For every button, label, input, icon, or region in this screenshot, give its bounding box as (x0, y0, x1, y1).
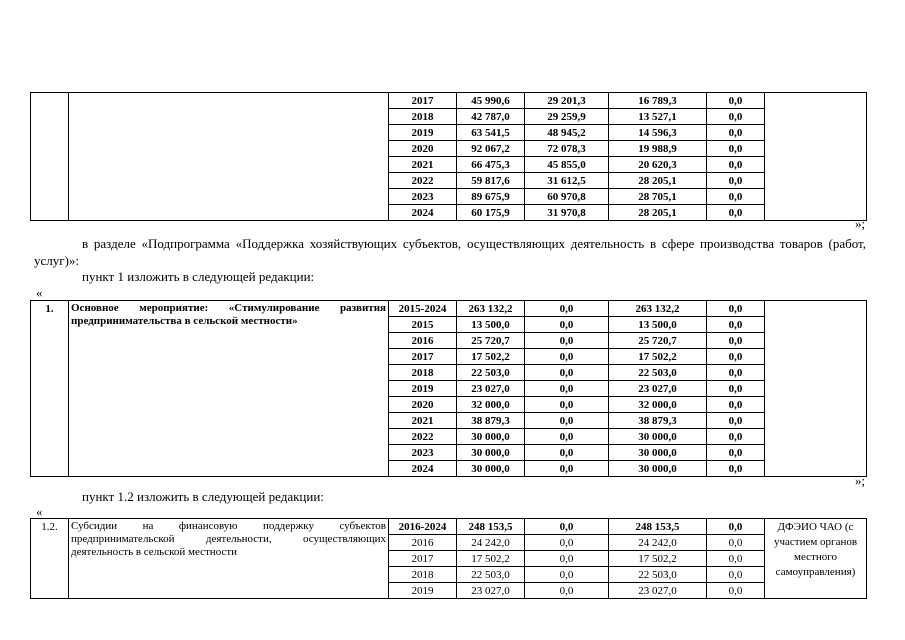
total-cell: 63 541,5 (457, 125, 525, 141)
total-cell: 25 720,7 (457, 333, 525, 349)
funding-source-3-cell: 0,0 (707, 429, 765, 445)
funding-source-2-cell: 248 153,5 (609, 519, 707, 535)
year-cell: 2019 (389, 125, 457, 141)
funding-source-3-cell: 0,0 (707, 109, 765, 125)
funding-source-1-cell: 0,0 (525, 333, 609, 349)
funding-source-1-cell: 0,0 (525, 397, 609, 413)
funding-source-3-cell: 0,0 (707, 519, 765, 535)
funding-source-2-cell: 17 502,2 (609, 551, 707, 567)
funding-source-3-cell: 0,0 (707, 551, 765, 567)
total-cell: 30 000,0 (457, 445, 525, 461)
item-number (31, 93, 69, 221)
funding-source-1-cell: 45 855,0 (525, 157, 609, 173)
funding-source-3-cell: 0,0 (707, 349, 765, 365)
funding-source-1-cell: 0,0 (525, 551, 609, 567)
funding-source-3-cell: 0,0 (707, 141, 765, 157)
table-row (31, 519, 867, 535)
funding-source-1-cell: 29 201,3 (525, 93, 609, 109)
year-cell: 2015 (389, 317, 457, 333)
funding-source-3-cell: 0,0 (707, 317, 765, 333)
funding-source-2-cell: 32 000,0 (609, 397, 707, 413)
funding-source-1-cell: 0,0 (525, 567, 609, 583)
funding-source-2-cell: 28 205,1 (609, 173, 707, 189)
table-row (31, 301, 867, 317)
funding-source-2-cell: 30 000,0 (609, 429, 707, 445)
funding-source-3-cell: 0,0 (707, 365, 765, 381)
year-cell: 2017 (389, 349, 457, 365)
funding-source-2-cell: 263 132,2 (609, 301, 707, 317)
closing-quote-mark: »; (855, 216, 866, 231)
year-cell: 2021 (389, 157, 457, 173)
year-cell: 2018 (389, 567, 457, 583)
total-cell: 22 503,0 (457, 365, 525, 381)
total-cell: 17 502,2 (457, 349, 525, 365)
total-cell: 59 817,6 (457, 173, 525, 189)
funding-source-3-cell: 0,0 (707, 461, 765, 477)
point-1-table (30, 300, 867, 477)
funding-source-2-cell: 13 527,1 (609, 109, 707, 125)
funding-source-2-cell: 38 879,3 (609, 413, 707, 429)
funding-source-2-cell: 24 242,0 (609, 535, 707, 551)
funding-source-3-cell: 0,0 (707, 125, 765, 141)
total-cell: 17 502,2 (457, 551, 525, 567)
total-cell: 263 132,2 (457, 301, 525, 317)
funding-source-2-cell: 28 205,1 (609, 205, 707, 221)
total-cell: 42 787,0 (457, 109, 525, 125)
funding-source-3-cell: 0,0 (707, 567, 765, 583)
funding-source-1-cell: 29 259,9 (525, 109, 609, 125)
funding-source-1-cell: 0,0 (525, 413, 609, 429)
funding-source-3-cell: 0,0 (707, 157, 765, 173)
total-cell: 30 000,0 (457, 429, 525, 445)
total-cell: 13 500,0 (457, 317, 525, 333)
funding-source-1-cell: 0,0 (525, 445, 609, 461)
year-cell: 2016-2024 (389, 519, 457, 535)
responsible-executor (765, 301, 867, 477)
year-cell: 2022 (389, 429, 457, 445)
year-cell: 2021 (389, 413, 457, 429)
funding-source-1-cell: 0,0 (525, 381, 609, 397)
funding-source-1-cell: 48 945,2 (525, 125, 609, 141)
funding-source-3-cell: 0,0 (707, 445, 765, 461)
funding-source-1-cell: 0,0 (525, 461, 609, 477)
funding-source-1-cell: 0,0 (525, 365, 609, 381)
total-cell: 32 000,0 (457, 397, 525, 413)
funding-table-continuation (30, 92, 867, 221)
year-cell: 2023 (389, 445, 457, 461)
total-cell: 89 675,9 (457, 189, 525, 205)
year-cell: 2024 (389, 205, 457, 221)
funding-table-continuation-body (31, 93, 867, 221)
funding-source-1-cell: 0,0 (525, 583, 609, 599)
item-description: Основное мероприятие: «Стимулирование развития предпринимательства в сельской местности» (69, 301, 389, 477)
funding-source-1-cell: 0,0 (525, 317, 609, 333)
funding-source-2-cell: 19 988,9 (609, 141, 707, 157)
funding-source-2-cell: 28 705,1 (609, 189, 707, 205)
funding-source-2-cell: 25 720,7 (609, 333, 707, 349)
funding-source-2-cell: 13 500,0 (609, 317, 707, 333)
point-1-2-table (30, 518, 867, 599)
funding-source-3-cell: 0,0 (707, 333, 765, 349)
total-cell: 22 503,0 (457, 567, 525, 583)
point-1-2-instruction: пункт 1.2 изложить в следующей редакции: (82, 489, 324, 504)
total-cell: 248 153,5 (457, 519, 525, 535)
funding-source-2-cell: 20 620,3 (609, 157, 707, 173)
table-row (31, 93, 867, 109)
total-cell: 23 027,0 (457, 381, 525, 397)
item-number: 1.2. (31, 519, 69, 599)
section-amendment-paragraph: в разделе «Подпрограмма «Поддержка хозяйствующих субъектов, осуществляющих деятельность в сфере производства товаров (работ, услуг)»: (34, 236, 866, 268)
funding-source-1-cell: 0,0 (525, 535, 609, 551)
item-description: Субсидии на финансовую поддержку субъектов предпринимательской деятельности, осуществляющих деятельность в сельской местности (69, 519, 389, 599)
total-cell: 60 175,9 (457, 205, 525, 221)
funding-source-3-cell: 0,0 (707, 381, 765, 397)
year-cell: 2015-2024 (389, 301, 457, 317)
total-cell: 66 475,3 (457, 157, 525, 173)
total-cell: 92 067,2 (457, 141, 525, 157)
funding-source-2-cell: 23 027,0 (609, 381, 707, 397)
funding-source-3-cell: 0,0 (707, 413, 765, 429)
responsible-executor: ДФЭИО ЧАО (с участием органов местного самоуправления) (765, 519, 867, 599)
point-1-2-table-body (31, 519, 867, 599)
funding-source-2-cell: 14 596,3 (609, 125, 707, 141)
funding-source-2-cell: 30 000,0 (609, 461, 707, 477)
total-cell: 45 990,6 (457, 93, 525, 109)
funding-source-1-cell: 0,0 (525, 301, 609, 317)
year-cell: 2024 (389, 461, 457, 477)
year-cell: 2017 (389, 93, 457, 109)
total-cell: 38 879,3 (457, 413, 525, 429)
funding-source-3-cell: 0,0 (707, 583, 765, 599)
total-cell: 23 027,0 (457, 583, 525, 599)
funding-source-2-cell: 22 503,0 (609, 567, 707, 583)
funding-source-2-cell: 16 789,3 (609, 93, 707, 109)
funding-source-1-cell: 0,0 (525, 429, 609, 445)
year-cell: 2020 (389, 397, 457, 413)
funding-source-1-cell: 31 970,8 (525, 205, 609, 221)
funding-source-3-cell: 0,0 (707, 397, 765, 413)
year-cell: 2022 (389, 173, 457, 189)
year-cell: 2023 (389, 189, 457, 205)
funding-source-3-cell: 0,0 (707, 301, 765, 317)
opening-quote-mark: « (36, 504, 43, 519)
year-cell: 2017 (389, 551, 457, 567)
funding-source-1-cell: 60 970,8 (525, 189, 609, 205)
point-1-table-body (31, 301, 867, 477)
year-cell: 2019 (389, 381, 457, 397)
funding-source-2-cell: 17 502,2 (609, 349, 707, 365)
funding-source-1-cell: 72 078,3 (525, 141, 609, 157)
opening-quote-mark: « (36, 285, 43, 300)
funding-source-3-cell: 0,0 (707, 173, 765, 189)
funding-source-2-cell: 22 503,0 (609, 365, 707, 381)
funding-source-1-cell: 0,0 (525, 349, 609, 365)
funding-source-1-cell: 0,0 (525, 519, 609, 535)
funding-source-1-cell: 31 612,5 (525, 173, 609, 189)
closing-quote-mark: »; (855, 473, 866, 488)
year-cell: 2016 (389, 535, 457, 551)
year-cell: 2018 (389, 109, 457, 125)
point-1-instruction: пункт 1 изложить в следующей редакции: (82, 269, 315, 284)
funding-source-2-cell: 30 000,0 (609, 445, 707, 461)
year-cell: 2018 (389, 365, 457, 381)
total-cell: 30 000,0 (457, 461, 525, 477)
funding-source-3-cell: 0,0 (707, 535, 765, 551)
funding-source-3-cell: 0,0 (707, 189, 765, 205)
year-cell: 2019 (389, 583, 457, 599)
responsible-executor (765, 93, 867, 221)
funding-source-2-cell: 23 027,0 (609, 583, 707, 599)
total-cell: 24 242,0 (457, 535, 525, 551)
item-number: 1. (31, 301, 69, 477)
funding-source-3-cell: 0,0 (707, 93, 765, 109)
item-description (69, 93, 389, 221)
year-cell: 2020 (389, 141, 457, 157)
funding-source-3-cell: 0,0 (707, 205, 765, 221)
year-cell: 2016 (389, 333, 457, 349)
